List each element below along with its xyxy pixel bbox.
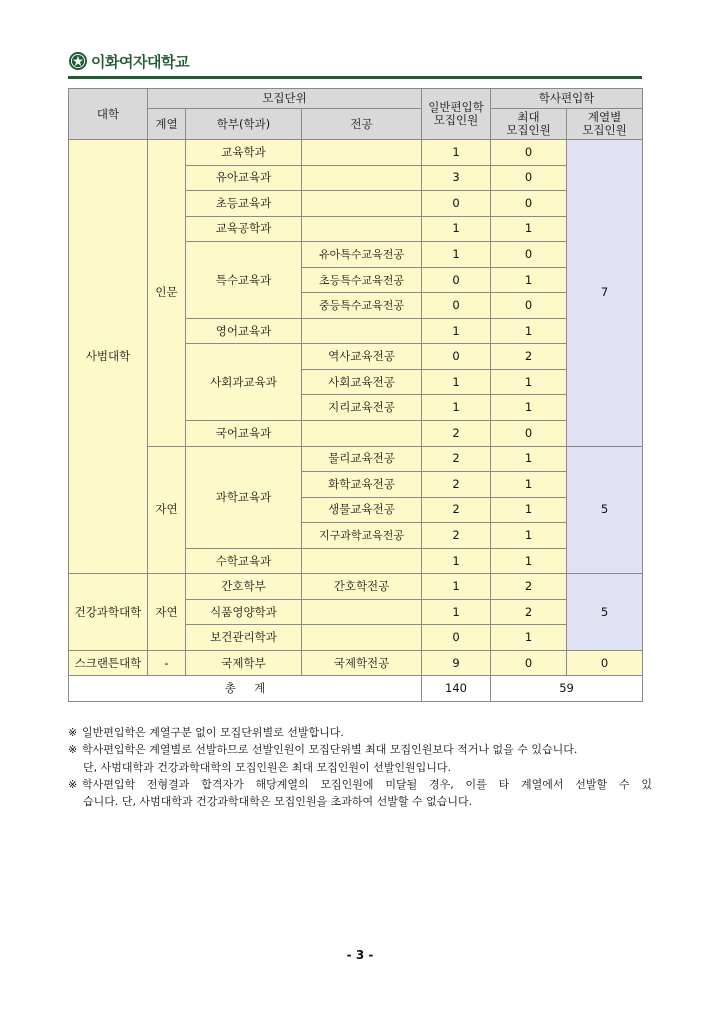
- department-cell: 영어교육과: [186, 318, 302, 344]
- general-quota-cell: 2: [422, 523, 491, 549]
- general-quota-cell: 0: [422, 344, 491, 370]
- header-bachelor-transfer: 학사편입학: [491, 89, 643, 109]
- general-quota-cell: 1: [422, 216, 491, 242]
- department-cell: 수학교육과: [186, 548, 302, 574]
- note-text: 학사편입학 전형결과 합격자가 해당계열의 모집인원에 미달될 경우, 이를 타 계열에서 선발할 수 있: [82, 777, 652, 791]
- general-quota-cell: 1: [422, 574, 491, 600]
- max-quota-cell: 0: [491, 140, 567, 166]
- department-cell: 보건관리학과: [186, 625, 302, 651]
- max-quota-cell: 2: [491, 574, 567, 600]
- max-quota-cell: 1: [491, 625, 567, 651]
- track-quota-cell: 0: [567, 650, 643, 676]
- major-cell: 물리교육전공: [302, 446, 422, 472]
- max-quota-cell: 0: [491, 421, 567, 447]
- note-text: 일반편입학은 계열구분 없이 모집단위별로 선발합니다.: [82, 726, 344, 739]
- major-cell: 지리교육전공: [302, 395, 422, 421]
- general-quota-cell: 0: [422, 625, 491, 651]
- department-cell: 국제학부: [186, 650, 302, 676]
- department-cell: 사회과교육과: [186, 344, 302, 421]
- page-number: - 3 -: [346, 948, 374, 962]
- major-cell: [302, 599, 422, 625]
- general-quota-cell: 1: [422, 599, 491, 625]
- max-quota-cell: 2: [491, 599, 567, 625]
- note-text: 학사편입학은 계열별로 선발하므로 선발인원이 모집단위별 최대 모집인원보다 적거나 없을 수 있습니다.: [82, 743, 578, 757]
- department-cell: 특수교육과: [186, 242, 302, 319]
- max-quota-cell: 1: [491, 497, 567, 523]
- header-department: 학부(학과): [186, 109, 302, 140]
- max-quota-cell: 0: [491, 293, 567, 319]
- major-cell: [302, 165, 422, 191]
- general-quota-cell: 1: [422, 369, 491, 395]
- major-cell: 지구과학교육전공: [302, 523, 422, 549]
- header-max-quota: 최대 모집인원: [491, 109, 567, 140]
- major-cell: [302, 140, 422, 166]
- max-quota-cell: 1: [491, 318, 567, 344]
- department-cell: 식품영양학과: [186, 599, 302, 625]
- major-cell: 초등특수교육전공: [302, 267, 422, 293]
- general-quota-cell: 2: [422, 446, 491, 472]
- track-cell: 인문: [148, 140, 186, 447]
- major-cell: 유아특수교육전공: [302, 242, 422, 268]
- general-quota-cell: 0: [422, 293, 491, 319]
- max-quota-cell: 1: [491, 267, 567, 293]
- major-cell: 역사교육전공: [302, 344, 422, 370]
- track-cell: -: [148, 650, 186, 676]
- logo-text: 이화여자대학교: [91, 52, 189, 71]
- header-track: 계열: [148, 109, 186, 140]
- university-cell: 건강과학대학: [69, 574, 148, 651]
- general-quota-cell: 2: [422, 472, 491, 498]
- header-unit-group: 모집단위: [148, 89, 422, 109]
- max-quota-cell: 1: [491, 472, 567, 498]
- general-quota-cell: 1: [422, 318, 491, 344]
- total-bachelor-quota: 59: [491, 676, 643, 702]
- max-quota-cell: 0: [491, 242, 567, 268]
- major-cell: [302, 191, 422, 217]
- major-cell: [302, 625, 422, 651]
- department-cell: 유아교육과: [186, 165, 302, 191]
- admission-quota-table: [68, 88, 643, 702]
- note-item: [68, 741, 652, 758]
- header-track-quota: 계열별 모집인원: [567, 109, 643, 140]
- general-quota-cell: 0: [422, 191, 491, 217]
- major-cell: 화학교육전공: [302, 472, 422, 498]
- track-quota-cell: 5: [567, 574, 643, 651]
- major-cell: 중등특수교육전공: [302, 293, 422, 319]
- total-label: 총 계: [69, 676, 422, 702]
- max-quota-cell: 2: [491, 344, 567, 370]
- university-cell: 사범대학: [69, 140, 148, 574]
- major-cell: [302, 421, 422, 447]
- note-continuation: 습니다. 단, 사범대학과 건강과학대학은 모집인원을 초과하여 선발할 수 없습니다.: [83, 795, 473, 809]
- department-cell: 국어교육과: [186, 421, 302, 447]
- general-quota-cell: 9: [422, 650, 491, 676]
- max-quota-cell: 1: [491, 523, 567, 549]
- max-quota-cell: 1: [491, 395, 567, 421]
- major-cell: 간호학전공: [302, 574, 422, 600]
- general-quota-cell: 3: [422, 165, 491, 191]
- track-quota-cell: 7: [567, 140, 643, 447]
- major-cell: [302, 318, 422, 344]
- department-cell: 교육학과: [186, 140, 302, 166]
- header-major: 전공: [302, 109, 422, 140]
- note-mark: ※: [68, 743, 78, 757]
- note-item: [68, 724, 652, 741]
- department-cell: 과학교육과: [186, 446, 302, 548]
- total-general-quota: 140: [422, 676, 491, 702]
- department-cell: 간호학부: [186, 574, 302, 600]
- notes: [68, 724, 652, 810]
- note-mark: ※: [68, 777, 78, 791]
- track-cell: 자연: [148, 446, 186, 574]
- major-cell: 생물교육전공: [302, 497, 422, 523]
- general-quota-cell: 1: [422, 395, 491, 421]
- max-quota-cell: 1: [491, 369, 567, 395]
- note-item: [68, 776, 652, 793]
- note-continuation: 단, 사범대학과 건강과학대학의 모집인원은 최대 모집인원이 선발인원입니다.: [83, 760, 452, 774]
- max-quota-cell: 0: [491, 165, 567, 191]
- department-cell: 초등교육과: [186, 191, 302, 217]
- general-quota-cell: 2: [422, 421, 491, 447]
- note-mark: ※: [68, 726, 78, 739]
- university-logo: [68, 50, 189, 72]
- max-quota-cell: 1: [491, 446, 567, 472]
- major-cell: 사회교육전공: [302, 369, 422, 395]
- department-cell: 교육공학과: [186, 216, 302, 242]
- general-quota-cell: 1: [422, 242, 491, 268]
- university-emblem-icon: [68, 51, 88, 71]
- general-quota-cell: 1: [422, 548, 491, 574]
- header-university: 대학: [69, 89, 148, 140]
- max-quota-cell: 0: [491, 191, 567, 217]
- track-cell: 자연: [148, 574, 186, 651]
- max-quota-cell: 0: [491, 650, 567, 676]
- major-cell: [302, 216, 422, 242]
- major-cell: 국제학전공: [302, 650, 422, 676]
- track-quota-cell: 5: [567, 446, 643, 574]
- general-quota-cell: 2: [422, 497, 491, 523]
- max-quota-cell: 1: [491, 216, 567, 242]
- header-general-transfer: 일반편입학 모집인원: [422, 89, 491, 140]
- header-rule: [68, 76, 642, 79]
- general-quota-cell: 1: [422, 140, 491, 166]
- general-quota-cell: 0: [422, 267, 491, 293]
- university-cell: 스크랜튼대학: [69, 650, 148, 676]
- max-quota-cell: 1: [491, 548, 567, 574]
- major-cell: [302, 548, 422, 574]
